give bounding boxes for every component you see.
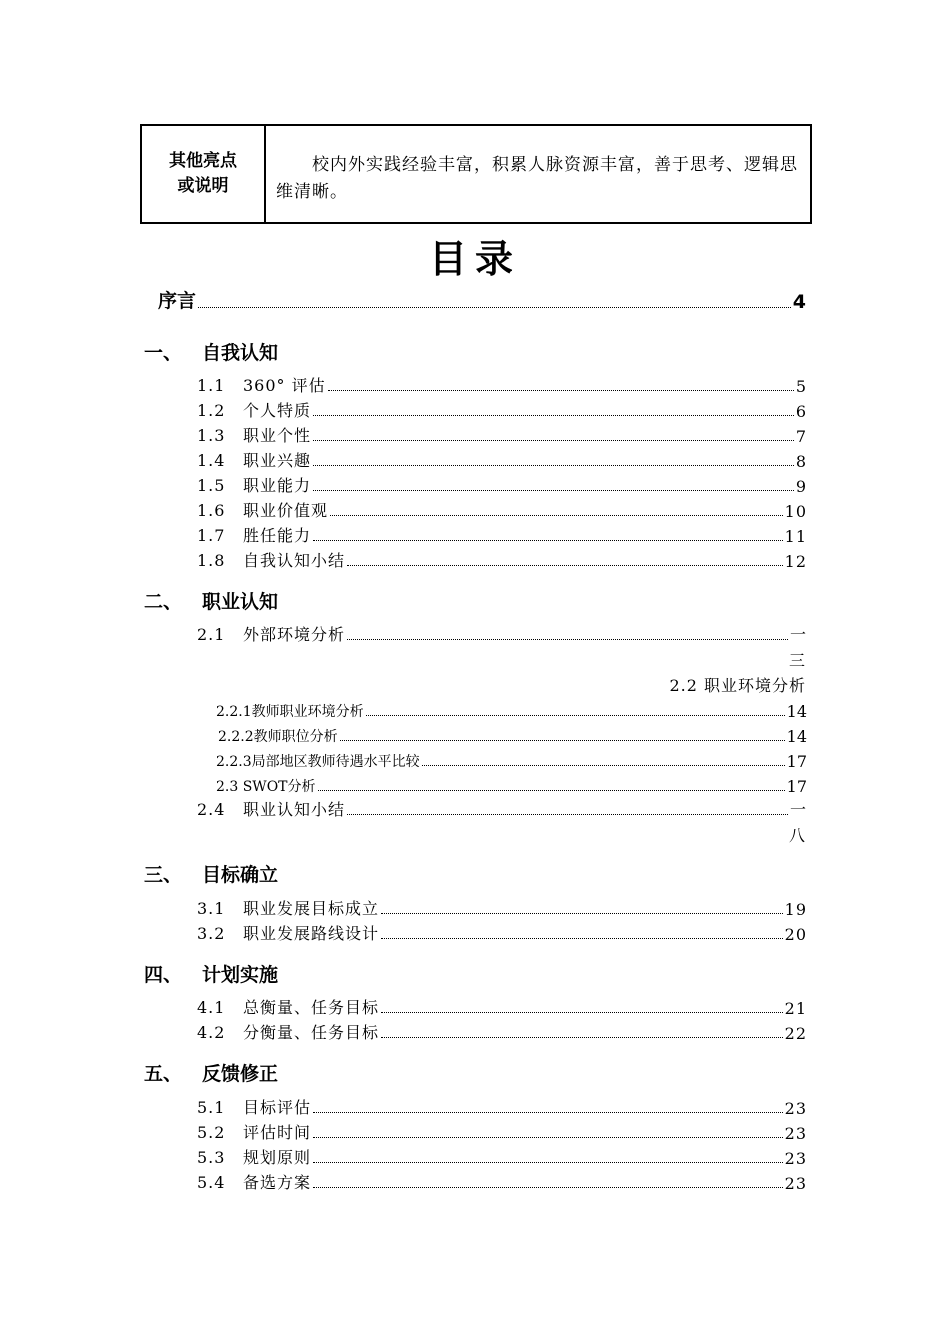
- toc-leader: [313, 1112, 783, 1113]
- toc-subitem-label: 2.2.3局部地区教师待遇水平比较: [216, 754, 420, 770]
- toc-page-wrap: 八: [788, 826, 806, 845]
- toc-item-label: [197, 398, 311, 421]
- toc-leader: [366, 715, 785, 716]
- toc-item[interactable]: [197, 399, 807, 421]
- toc-item-text: 职业兴趣: [243, 451, 312, 470]
- toc-leader: [318, 790, 785, 791]
- toc-subitem-page: 14: [786, 702, 807, 721]
- toc-item-label: [197, 1095, 311, 1118]
- toc-section-title: 目标确立: [202, 864, 279, 886]
- toc-item-page: 一: [789, 625, 807, 644]
- toc-item-text: 职业能力: [243, 476, 312, 495]
- toc-item-page: 10: [784, 502, 807, 521]
- toc-leader: [328, 390, 794, 391]
- toc-item-label: [197, 473, 311, 496]
- toc-section-num: 三、: [144, 864, 183, 886]
- toc-leader: [313, 1187, 783, 1188]
- toc-item[interactable]: [197, 1171, 807, 1193]
- toc-item-num: 1.1: [197, 376, 226, 395]
- toc-leader: [381, 1037, 783, 1038]
- toc-section-num: 二、: [144, 591, 183, 613]
- toc-subitem[interactable]: [216, 749, 807, 771]
- toc-item-text: 职业个性: [243, 426, 312, 445]
- toc-preface[interactable]: [158, 287, 806, 313]
- toc-item-num: 4.1: [197, 998, 226, 1017]
- toc-leader: [198, 307, 791, 308]
- toc-item-num: 1.7: [197, 526, 226, 545]
- highlight-table: [140, 124, 812, 224]
- toc-item-label: [197, 1020, 379, 1043]
- toc-section-num: 五、: [144, 1063, 183, 1085]
- toc-item-text: 360° 评估: [243, 376, 326, 395]
- highlight-text: 校内外实践经验丰富，积累人脉资源丰富，善于思考、逻辑思维清晰。: [276, 155, 798, 202]
- toc-item-text: 外部环境分析: [243, 625, 346, 644]
- toc-item-label: [197, 1120, 311, 1143]
- toc-leader: [347, 565, 783, 566]
- toc-item-label: [197, 1145, 311, 1168]
- toc-item-text: 评估时间: [243, 1123, 312, 1142]
- highlight-label-line1: 其他亮点: [169, 151, 237, 171]
- toc-item-text: 职业价值观: [243, 501, 329, 520]
- toc-item-num: 5.3: [197, 1148, 226, 1167]
- toc-leader: [313, 415, 794, 416]
- toc-item-label: [197, 373, 326, 396]
- toc-item-text: 个人特质: [243, 401, 312, 420]
- toc-leader: [313, 490, 794, 491]
- toc-item-page: 5: [795, 377, 807, 396]
- toc-item[interactable]: [197, 449, 807, 471]
- toc-leader: [347, 814, 788, 815]
- toc-leader: [340, 740, 785, 741]
- toc-item-page: 6: [795, 402, 807, 421]
- toc-leader: [381, 1012, 783, 1013]
- toc-item-text: 职业发展目标成立: [243, 899, 380, 918]
- toc-item-num: 4.2: [197, 1023, 226, 1042]
- toc-item-page: 21: [784, 999, 807, 1018]
- toc-leader: [381, 938, 783, 939]
- toc-item-text: 规划原则: [243, 1148, 312, 1167]
- toc-section[interactable]: [144, 587, 278, 614]
- toc-item-page: 22: [784, 1024, 807, 1043]
- toc-item-page: 23: [784, 1149, 807, 1168]
- toc-section-title: 反馈修正: [202, 1063, 279, 1085]
- toc-item-label: [197, 622, 345, 645]
- toc-item-label: [197, 423, 311, 446]
- toc-section[interactable]: [144, 338, 278, 365]
- toc-item-page: 23: [784, 1099, 807, 1118]
- highlight-label-cell: [142, 126, 266, 222]
- toc-section-title: 职业认知: [202, 591, 279, 613]
- toc-item-page: 9: [795, 477, 807, 496]
- toc-item-label: [197, 1170, 311, 1193]
- toc-leader: [381, 913, 783, 914]
- toc-item-num: 3.1: [197, 899, 226, 918]
- toc-item-page: 11: [784, 527, 807, 546]
- toc-subitem-label: 2.2.1教师职业环境分析: [216, 704, 364, 720]
- toc-item-page: 12: [784, 552, 807, 571]
- toc-item-num: 3.2: [197, 924, 226, 943]
- toc-section[interactable]: [144, 860, 278, 887]
- toc-item-num: 5.1: [197, 1098, 226, 1117]
- toc-page-wrap: 三: [788, 651, 806, 670]
- toc-item-label: [197, 548, 345, 571]
- toc-item-label: [197, 797, 345, 820]
- toc-item-page: 23: [784, 1174, 807, 1193]
- toc-subitem-label: 2.2.2教师职位分析: [218, 729, 338, 745]
- toc-item-text: 职业认知小结: [243, 800, 346, 819]
- toc-item-num: 2.4: [197, 800, 226, 819]
- toc-item-text: 总衡量、任务目标: [243, 998, 380, 1017]
- toc-item[interactable]: [197, 549, 807, 571]
- toc-item[interactable]: [197, 996, 807, 1018]
- toc-item-num: 1.2: [197, 401, 226, 420]
- toc-subitem[interactable]: [216, 774, 807, 796]
- toc-item-text: 分衡量、任务目标: [243, 1023, 380, 1042]
- toc-section-title: 自我认知: [202, 342, 279, 364]
- toc-item-page: 20: [784, 925, 807, 944]
- toc-item-label: [197, 921, 379, 944]
- toc-item[interactable]: [197, 1121, 807, 1143]
- toc-item-num: 1.5: [197, 476, 226, 495]
- toc-item-text: 目标评估: [243, 1098, 312, 1117]
- toc-item-num: 1.8: [197, 551, 226, 570]
- toc-title: 目录: [428, 237, 521, 281]
- toc-item-num: 1.6: [197, 501, 226, 520]
- toc-item[interactable]: [197, 897, 807, 919]
- toc-item-num: 1.4: [197, 451, 226, 470]
- toc-subitem-page: 17: [786, 752, 807, 771]
- toc-item[interactable]: [197, 524, 807, 546]
- toc-item-page: 19: [784, 900, 807, 919]
- toc-item-label: [197, 523, 311, 546]
- toc-section-num: 四、: [144, 964, 183, 986]
- toc-item-num: 5.2: [197, 1123, 226, 1142]
- toc-item-num: 1.3: [197, 426, 226, 445]
- highlight-label-line2: 或说明: [177, 176, 229, 196]
- toc-subitem-page: 17: [786, 777, 807, 796]
- toc-item-page: 7: [795, 427, 807, 446]
- toc-item-num: 2.1: [197, 625, 226, 644]
- toc-item[interactable]: [197, 424, 807, 446]
- toc-item[interactable]: [197, 474, 807, 496]
- toc-item-page: 一: [789, 800, 807, 819]
- toc-item[interactable]: [197, 499, 807, 521]
- toc-item-text: 胜任能力: [243, 526, 312, 545]
- toc-subitem[interactable]: [218, 724, 807, 746]
- toc-item-label: [197, 498, 328, 521]
- toc-item[interactable]: [197, 1096, 807, 1118]
- toc-section-num: 一、: [144, 342, 183, 364]
- toc-item-text: 备选方案: [243, 1173, 312, 1192]
- toc-item-num: 5.4: [197, 1173, 226, 1192]
- toc-leader: [330, 515, 783, 516]
- toc-leader: [313, 1162, 783, 1163]
- toc-leader: [313, 1137, 783, 1138]
- toc-item-2-2[interactable]: 2.2 职业环境分析: [669, 676, 806, 695]
- toc-item[interactable]: [197, 922, 807, 944]
- toc-preface-page: 4: [792, 291, 806, 313]
- toc-section-title: 计划实施: [202, 964, 279, 986]
- toc-item-text: 自我认知小结: [243, 551, 346, 570]
- toc-section[interactable]: [144, 960, 278, 987]
- toc-subitem-page: 14: [786, 727, 807, 746]
- toc-subitem[interactable]: [216, 699, 807, 721]
- toc-item[interactable]: [197, 623, 807, 645]
- toc-preface-label: 序言: [158, 290, 197, 312]
- toc-section[interactable]: [144, 1059, 278, 1086]
- toc-leader: [313, 440, 794, 441]
- toc-item-label: [197, 896, 379, 919]
- toc-item-text: 职业发展路线设计: [243, 924, 380, 943]
- toc-subitem-label: 2.3 SWOT分析: [216, 779, 316, 795]
- toc-item[interactable]: [197, 374, 807, 396]
- toc-item-label: [197, 995, 379, 1018]
- toc-item[interactable]: [197, 798, 807, 820]
- toc-item[interactable]: [197, 1146, 807, 1168]
- toc-leader: [313, 465, 794, 466]
- toc-item-page: 23: [784, 1124, 807, 1143]
- toc-item[interactable]: [197, 1021, 807, 1043]
- toc-leader: [313, 540, 783, 541]
- toc-leader: [347, 639, 788, 640]
- toc-item-label: [197, 448, 311, 471]
- toc-leader: [422, 765, 785, 766]
- toc-item-page: 8: [795, 452, 807, 471]
